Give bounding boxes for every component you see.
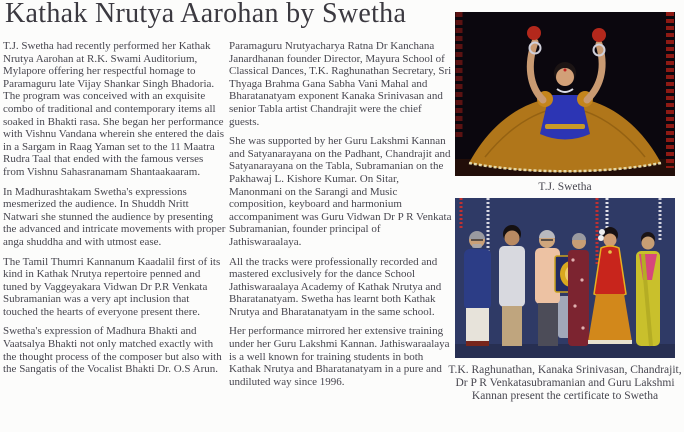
text-column-1 — [3, 40, 226, 383]
photo-swetha-dancing — [455, 12, 675, 176]
paragraph: Paramaguru Nrutyacharya Ratna Dr Kanchana Janardhanan founder Director, Mayura School of Classical Dances, T.K. Raghunathan Secretary, Sri Thyaga Brahma Gana Sabha Vani Mahal and Bharatanatyam exponent Kanaka Srinivasan and senior Tabla artist Chandrajit were the chief guests. — [229, 40, 452, 128]
paragraph: The Tamil Thumri Kannanum Kaadalil first of its kind in Kathak Nrutya repertoire penned and tuned by Vaggeyakara Vidwan Dr P.R Venkata Subramanian was a very apt inclusion that touched the hearts of everyone present there. — [3, 255, 221, 318]
paragraph: Her performance mirrored her extensive training under her Guru Lakshmi Kannan. Jathiswaraalaya is a well known for training students in both Kathak Nrutya and Bharatanatyam in a pure and undiluted way since 1996. — [229, 325, 450, 388]
photo-certificate-presentation — [455, 198, 675, 358]
paragraph: In Madhurashtakam Swetha's expressions mesmerized the audience. In Shuddh Nritt Natwari she stunned the audience by presenting the advanced and intricate movements with proper anga shuddha and with utmost ease. — [3, 185, 226, 248]
article-title: Kathak Nrutya Aarohan by Swetha — [5, 0, 407, 29]
group-presentation-illustration — [455, 198, 675, 358]
paragraph: T.J. Swetha had recently performed her Kathak Nrutya Aarohan at R.K. Swami Auditorium, Mylapore offering her respectful homage to Paramaguru late Vijay Shankar Singh Bhadoria. The program was conceived with an exquisite combo of traditional and contemporary items all soaked in Bhakti rasa. She began her performance with Vishnu Vandana wherein she entered the dais in a Sargam in Raag Yaman set to the 11 Maatra Rudra Taal that ended with the famous verses from Vishnu Sahasranamam Shantaakaaram. — [3, 40, 225, 178]
paragraph: Swetha's expression of Madhura Bhakti and Vaatsalya Bhakti not only matched exactly with the thought process of the composer but also with the Sangatis of the Vocalist Bhakti Dr. O.S Arun. — [3, 325, 222, 376]
text-column-2 — [229, 40, 454, 395]
photo-caption-certificate: T.K. Raghunathan, Kanaka Srinivasan, Chandrajit, Dr P R Venkatasubramanian and Guru Lakshmi Kannan present the certificate to Swetha — [448, 364, 682, 402]
dancer-performance-illustration — [455, 12, 675, 176]
paragraph: She was supported by her Guru Lakshmi Kannan and Satyanarayana on the Padhant, Chandrajit and Satyanarayana on the Tabla, Subramanian on the Pakhawaj L. Kishore Kumar. On Sitar, Manonmani on the Sarangi and Music composition, keyboard and harmonium accompaniment was Guru Vidwan Dr P R Venkata Subramanian, founder principal of Jathiswaraalaya. — [229, 135, 452, 248]
photo-caption-swetha: T.J. Swetha — [538, 181, 592, 193]
paragraph: All the tracks were professionally recorded and mastered exclusively for the dance School Jathiswaraalaya Academy of Kathak Nrutya and Bharatanatyam. Swetha has learnt both Kathak Nrutya and Bharatanatyam in the same school. — [229, 255, 442, 318]
